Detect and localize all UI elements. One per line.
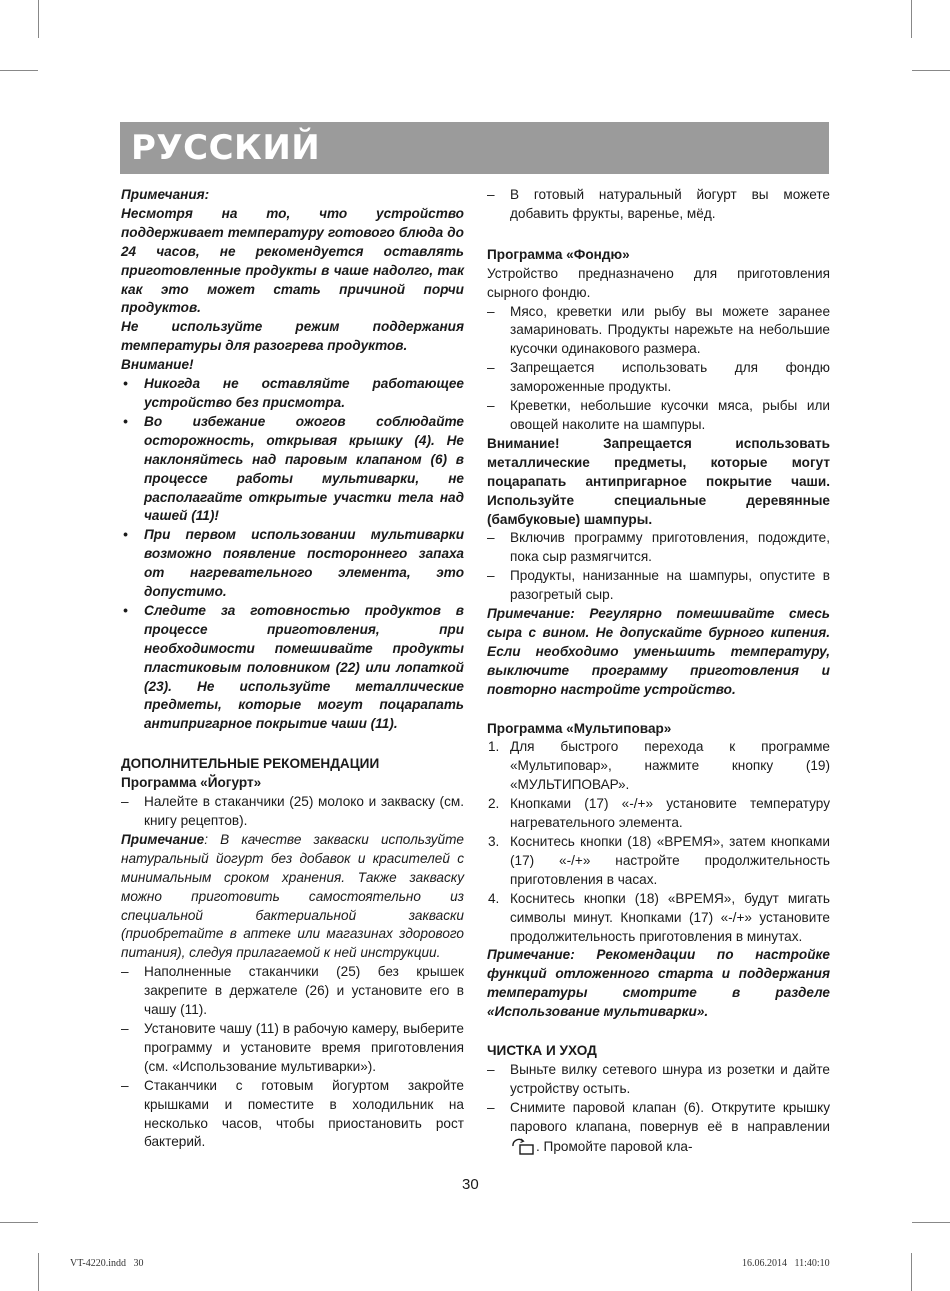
- notes-paragraph: Не используйте режим поддержания температуры для разогрева продуктов.: [121, 319, 464, 354]
- footer-file: VT-4220.indd 30: [70, 1258, 144, 1269]
- page-number: 30: [462, 1176, 479, 1193]
- list-item: – Включив программу приготовления, подождите, пока сыр размягчится.: [487, 530, 830, 565]
- list-item: – Установите чашу (11) в рабочую камеру, выберите программу и установите время приготовления (см. «Использование мультиварки»).: [121, 1020, 464, 1074]
- crop-mark: [911, 0, 912, 38]
- language-banner: [120, 122, 829, 174]
- warning-paragraph: Внимание! Запрещается использовать металлические предметы, которые могут поцарапать антипригарное покрытие чаши. Используйте специальные деревянные (бамбуковые) шампуры.: [487, 435, 830, 527]
- left-column: [121, 186, 464, 1152]
- program-heading: Программа «Мультиповар»: [487, 720, 672, 736]
- crop-mark: [0, 70, 38, 71]
- paragraph: Устройство предназначено для приготовления сырного фондю.: [487, 265, 830, 300]
- list-item: 4. Коснитесь кнопки (18) «ВРЕМЯ», будут мигать символы минут. Кнопками (17) «-/+» установите продолжительность приготовления в минутах.: [488, 890, 830, 944]
- crop-mark: [912, 70, 950, 71]
- program-heading: Программа «Йогурт»: [121, 775, 262, 791]
- unlock-icon: [510, 1137, 536, 1155]
- note-paragraph: Примечание: В качестве закваски используйте натуральный йогурт без добавок и красителей с минимальным сроком хранения. Также закваску можно приготовить самостоятельно из специальной бактериальной закваски (приобретайте в аптеке или магазинах здорового питания), следуя прилагаемой к ней инструкции.: [121, 831, 464, 961]
- list-item: – Стаканчики с готовым йогуртом закройте крышками и поместите в холодильник на несколько часов, чтобы приостановить рост бактерий.: [121, 1077, 464, 1150]
- list-item: – Снимите паровой клапан (6). Открутите крышку парового клапана, повернув её в направлении . Промойте паровой кла-: [487, 1099, 830, 1154]
- banner-title: РУССКИЙ: [131, 128, 321, 168]
- list-item: 3. Коснитесь кнопки (18) «ВРЕМЯ», затем кнопками (17) «-/+» настройте продолжительность приготовления в часах.: [488, 834, 830, 887]
- section-heading: ЧИСТКА И УХОД: [487, 1043, 597, 1059]
- section-heading: ДОПОЛНИТЕЛЬНЫЕ РЕКОМЕНДАЦИИ: [121, 756, 380, 772]
- list-item: • При первом использовании мультиварки возможно появление постороннего запаха от нагревательного элемента, это допустимо.: [123, 527, 464, 600]
- crop-mark: [912, 1222, 950, 1223]
- crop-mark: [38, 1253, 39, 1291]
- notes-title: Примечания:: [121, 187, 210, 202]
- list-item: • Во избежание ожогов соблюдайте осторожность, открывая крышку (4). Не наклоняйтесь над паровым клапаном (6) в процессе работы мультиварки, не располагайте открытые участки тела над чашей (11)!: [123, 413, 464, 524]
- footer-date: 16.06.2014 11:40:10: [742, 1258, 830, 1269]
- notes-paragraph: Несмотря на то, что устройство поддерживает температуру готового блюда до 24 часов, не рекомендуется оставлять приготовленные продукты в чаше надолго, так как это может стать причиной порчи продуктов.: [121, 205, 464, 316]
- list-item: – Продукты, нанизанные на шампуры, опустите в разогретый сыр.: [487, 568, 830, 603]
- crop-mark: [911, 1253, 912, 1291]
- list-item: 1. Для быстрого перехода к программе «Мультиповар», нажмите кнопку (19) «МУЛЬТИПОВАР».: [488, 739, 830, 793]
- program-heading: Программа «Фондю»: [487, 246, 630, 262]
- list-item: – В готовый натуральный йогурт вы можете добавить фрукты, варенье, мёд.: [487, 187, 830, 221]
- list-item: – Запрещается использовать для фондю замороженные продукты.: [487, 360, 830, 395]
- list-item: • Никогда не оставляйте работающее устройство без присмотра.: [123, 376, 464, 410]
- crop-mark: [0, 1222, 38, 1223]
- note-paragraph: Примечание: Рекомендации по настройке функций отложенного старта и поддержания температуры смотрите в разделе «Использование мультиварки».: [487, 947, 830, 1020]
- list-item: – Выньте вилку сетевого шнура из розетки и дайте устройству остыть.: [487, 1061, 830, 1096]
- crop-mark: [38, 0, 39, 38]
- list-item: – Наполненные стаканчики (25) без крышек закрепите в держателе (26) и установите его в чашу (11).: [121, 964, 464, 1018]
- list-item: – Налейте в стаканчики (25) молоко и закваску (см. книгу рецептов).: [121, 794, 464, 828]
- right-column: [487, 186, 830, 1157]
- list-item: • Следите за готовностью продуктов в процессе приготовления, при необходимости помешивайте продукты пластиковым половником (22) или лопаткой (23). Не используйте металлические предметы, которые могут поцарапать антипригарное покрытие чаши (11).: [123, 602, 464, 732]
- note-paragraph: Примечание: Регулярно помешивайте смесь сыра с вином. Не допускайте бурного кипения. Если необходимо уменьшить температуру, выключите программу приготовления и повторно настройте устройство.: [487, 606, 830, 697]
- list-item: – Креветки, небольшие кусочки мяса, рыбы или овощей наколите на шампуры.: [487, 398, 830, 432]
- list-item: – Мясо, креветки или рыбу вы можете заранее замариновать. Продукты нарежьте на небольшие кусочки одинакового размера.: [487, 303, 830, 357]
- attention-title: Внимание!: [121, 357, 194, 373]
- list-item: 2. Кнопками (17) «-/+» установите температуру нагревательного элемента.: [488, 796, 830, 831]
